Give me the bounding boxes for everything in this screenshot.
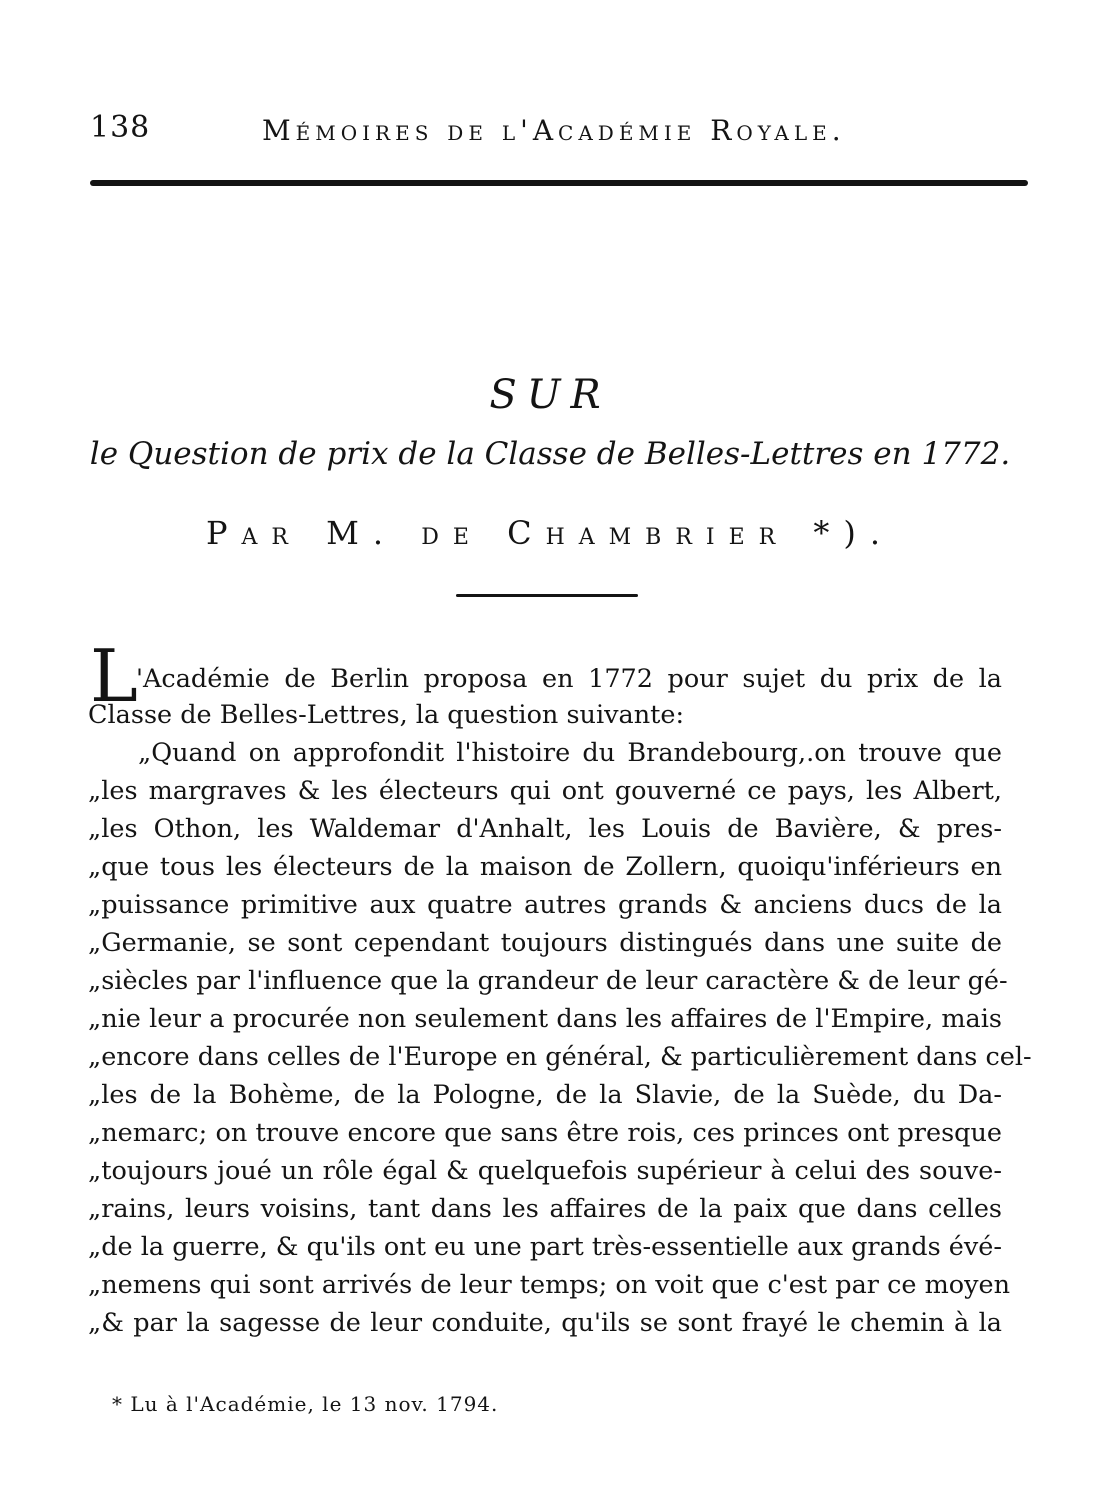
body-line: „encore dans celles de l'Europe en général, & particulièrement dans cel- xyxy=(88,1042,1032,1072)
body-line: „siècles par l'influence que la grandeur de leur caractère & de leur gé- xyxy=(88,966,1008,996)
title-subtitle: le Question de prix de la Classe de Belles-Lettres en 1772. xyxy=(89,436,1011,472)
drop-cap: L xyxy=(90,634,138,718)
title-sur: SUR xyxy=(489,372,611,418)
body-line: „puissance primitive aux quatre autres grands & anciens ducs de la xyxy=(88,890,1002,920)
body-line: 'Académie de Berlin proposa en 1772 pour sujet du prix de la xyxy=(136,664,1002,694)
body-line: „de la guerre, & qu'ils ont eu une part très-essentielle aux grands évé- xyxy=(88,1232,1002,1262)
header-rule xyxy=(90,180,1028,186)
body-line: Classe de Belles-Lettres, la question suivante: xyxy=(88,700,685,730)
body-line: „& par la sagesse de leur conduite, qu'ils se sont frayé le chemin à la xyxy=(88,1308,1002,1338)
footnote: * Lu à l'Académie, le 13 nov. 1794. xyxy=(112,1392,499,1416)
body-line: „nemens qui sont arrivés de leur temps; on voit que c'est par ce moyen xyxy=(88,1270,1011,1300)
body-line: „Germanie, se sont cependant toujours distingués dans une suite de xyxy=(88,928,1002,958)
body-line: „Quand on approfondit l'histoire du Brandebourg,.on trouve que xyxy=(138,738,1002,768)
body-line: „les margraves & les électeurs qui ont gouverné ce pays, les Albert, xyxy=(88,776,1002,806)
author-line: Par M. de Chambrier *). xyxy=(205,514,895,552)
page-number: 138 xyxy=(90,110,151,145)
title-rule xyxy=(456,594,638,597)
body-line: „que tous les électeurs de la maison de Zollern, quoiqu'inférieurs en xyxy=(88,852,1002,882)
body-line: „les Othon, les Waldemar d'Anhalt, les Louis de Bavière, & pres- xyxy=(88,814,1002,844)
body-line: „les de la Bohème, de la Pologne, de la Slavie, de la Suède, du Da- xyxy=(88,1080,1002,1110)
body-line: „rains, leurs voisins, tant dans les affaires de la paix que dans celles xyxy=(88,1194,1002,1224)
running-title: Mémoires de l'Académie Royale. xyxy=(262,114,846,147)
body-line: „toujours joué un rôle égal & quelquefois supérieur à celui des souve- xyxy=(88,1156,1002,1186)
body-line: „nie leur a procurée non seulement dans les affaires de l'Empire, mais xyxy=(88,1004,1002,1034)
body-line: „nemarc; on trouve encore que sans être rois, ces princes ont presque xyxy=(88,1118,1002,1148)
